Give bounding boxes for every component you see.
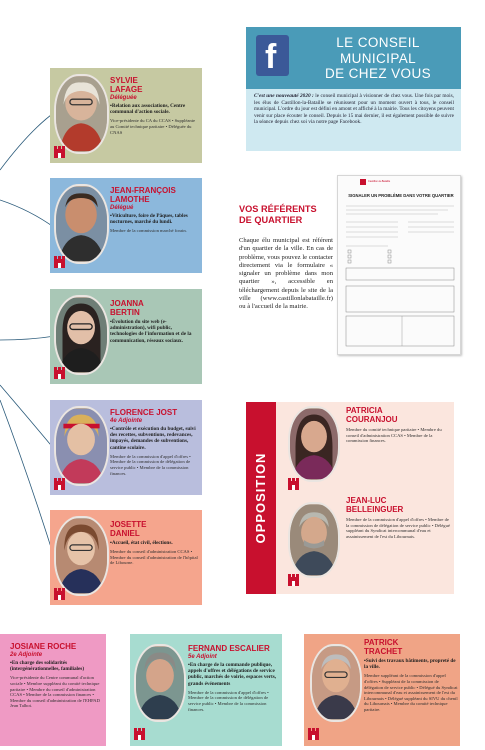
member-name: JOSETTE xyxy=(110,520,147,529)
member-info xyxy=(10,642,104,744)
member-responsibilities: ▪ Suivi des travaux bâtiments, propreté de la ville. xyxy=(364,658,458,670)
member-card-josette-daniel xyxy=(50,510,202,605)
member-card-jean-francois-lamothe xyxy=(50,178,202,273)
castle-logo-icon xyxy=(52,365,67,380)
member-card-josiane-roche xyxy=(0,634,106,746)
member-info xyxy=(110,520,200,604)
portrait-photo xyxy=(54,295,109,375)
member-name: DANIEL xyxy=(110,529,140,538)
member-card-patrick-trachet xyxy=(304,634,460,746)
castle-logo-icon xyxy=(52,586,67,601)
member-info xyxy=(110,76,200,162)
form-title: SIGNALER UN PROBLÈME DANS VOTRE QUARTIER xyxy=(348,193,454,198)
portrait-photo xyxy=(54,74,109,154)
member-name: FLORENCE JOST xyxy=(110,408,178,417)
member-mandates: Membre de la commission marché forain. xyxy=(110,228,187,234)
member-mandates: Membre de la commission d'appel d'offres • Membre de la commission de délégation de service public • Membre de la commission finances. xyxy=(188,689,269,712)
member-responsibilities: ▪ Évolution du site web (e-administration), wifi public, technologies de l'information et de la communication, réseaux sociaux. xyxy=(110,319,200,344)
facebook-logo-icon: f xyxy=(256,35,289,76)
form-lines xyxy=(338,176,462,356)
referents-text: Chaque élu municipal est référent d'un quartier de la ville. En cas de problème, vous pouvez le contacter directement via le formulaire « signaler un problème dans mon quartier », accessible en téléchargement depuis le site de la ville (www.castillonlabataille.fr) ou à l'accueil de la mairie. xyxy=(239,237,333,311)
member-role: Délégué xyxy=(110,205,134,211)
banner-text-body: le conseil municipal à visionner de chez vous. Une fois par mois, les élus de Castillon-la-Bataille se réunissent pour un moment ouvert à tous, le conseil municipal. L'ordre du jour est défini en amont et affiché à la mairie. Tous les citoyens peuvent venir sur place écouter le conseil. Depuis le 15 mai dernier, il est également possible de suivre la séance depuis chez soi via notre page Facebook. xyxy=(254,93,454,126)
facebook-council-banner xyxy=(246,27,461,151)
member-name: PATRICK xyxy=(364,638,399,647)
member-card-fernand-escalier xyxy=(130,634,282,746)
referents-title-line: DE QUARTIER xyxy=(239,215,303,225)
member-mandates: Vice-présidente du Centre communal d'action sociale • Membre suppléant du comité technique paritaire • Membre du conseil d'administration CCAS • Membre de la commission finances • Membre du conseil d'administration de l'EHPAD Jean Talbot. xyxy=(10,675,100,709)
member-mandates: Membre de la commission d'appel d'offres • Membre de la commission de délégation de service public • Délégué suppléant du Syndicat intercommunal d'eau et assainissement de l'est du Libournais. xyxy=(346,517,450,539)
banner-header xyxy=(246,27,461,89)
portrait-photo xyxy=(288,406,340,482)
member-info xyxy=(110,299,200,383)
member-role: 2e Adjointe xyxy=(10,652,43,658)
member-name: SYLVIE xyxy=(110,76,138,85)
member-role: 5e Adjoint xyxy=(188,654,217,660)
castle-logo-icon xyxy=(132,726,147,741)
member-responsibilities: ▪ Relation aux associations, Centre communal d'action sociale. xyxy=(110,103,200,115)
member-responsibilities: ▪ En charge des solidarités (intergénérationnelles, familiales) xyxy=(10,660,104,672)
member-mandates: Vice-présidente du CA du CCAS • Suppléante au Comité technique paritaire • Déléguée du CNAS xyxy=(110,118,196,135)
castle-logo-icon xyxy=(52,476,67,491)
member-responsibilities: ▪ En charge de la commande publique, appels d'offres et délégations de service public, marchés de voirie, espaces verts, grands événements xyxy=(188,662,280,687)
form-logo-text: Castillon-la-Bataille xyxy=(368,180,391,183)
banner-title-line: LE CONSEIL xyxy=(336,35,420,50)
banner-text xyxy=(254,93,454,126)
castle-logo-icon xyxy=(286,476,301,491)
referents-title xyxy=(239,204,339,226)
member-role: Déléguée xyxy=(110,95,137,101)
member-name: JOANNA xyxy=(110,299,144,308)
member-mandates: Membre du comité technique paritaire • Membre du conseil d'administration CCAS • Membre de la commission finances. xyxy=(346,427,442,444)
portrait-photo xyxy=(54,516,109,596)
castle-logo-icon xyxy=(306,726,321,741)
member-name: BERTIN xyxy=(110,308,140,317)
member-name: COURANJOU xyxy=(346,415,398,424)
member-name: FERNAND ESCALIER xyxy=(188,644,270,653)
member-card-jean-luc-belleinguer xyxy=(284,496,454,592)
member-responsibilities: ▪ Accueil, état civil, élections. xyxy=(110,540,200,546)
portrait-photo xyxy=(134,644,186,722)
member-info xyxy=(346,496,452,590)
portrait-photo xyxy=(54,184,109,264)
portrait-photo xyxy=(310,644,362,722)
member-responsibilities: ▪ Viticulture, foire de Pâques, tables nocturnes, marché du lundi. xyxy=(110,213,200,225)
opposition-label: OPPOSITION xyxy=(253,452,268,544)
member-name: PATRICIA xyxy=(346,406,383,415)
castle-logo-icon xyxy=(52,254,67,269)
member-info xyxy=(364,638,458,744)
member-info xyxy=(110,408,200,494)
member-card-joanna-bertin xyxy=(50,289,202,384)
member-name: TRACHET xyxy=(364,647,403,656)
member-name: JOSIANE ROCHE xyxy=(10,642,77,651)
portrait-photo xyxy=(54,406,109,486)
report-form-thumbnail[interactable] xyxy=(337,175,461,355)
member-mandates: Membre de la commission d'appel d'offres • Membre de la commission de délégation de service public • Membre de la commission finances. xyxy=(110,453,191,476)
member-card-florence-jost xyxy=(50,400,202,495)
banner-title-line: MUNICIPAL xyxy=(339,50,417,66)
portrait-photo xyxy=(288,502,340,578)
banner-text-lead: C'est une nouveauté 2020 : xyxy=(254,93,314,99)
member-info xyxy=(188,644,280,744)
member-info xyxy=(110,186,200,272)
banner-title xyxy=(298,35,458,82)
member-role: 4e Adjointe xyxy=(110,418,143,424)
castle-logo-icon xyxy=(52,144,67,159)
member-name: LAMOTHE xyxy=(110,195,150,204)
member-responsibilities: ▪ Contrôle et exécution du budget, suivi des recettes, subventions, redevances, impayés, demandes de subventions, cantine scolaire. xyxy=(110,426,200,451)
member-card-sylvie-lafage xyxy=(50,68,202,163)
member-card-patricia-couranjou xyxy=(284,404,454,496)
referents-title-line: VOS RÉFÉRENTS xyxy=(239,204,317,214)
member-info xyxy=(346,406,452,492)
opposition-band xyxy=(246,402,276,594)
member-mandates: Membre suppléant de la commission d'appel d'offres • Suppléant de la commission de délégation de service public • Délégué du Syndicat intercommunal d'eau et assainissement de l'est du Libournais • Délégué suppléant du SIVU du chenil du Libournais • Membre du comité technique paritaire. xyxy=(364,673,458,712)
member-name: LAFAGE xyxy=(110,85,143,94)
member-name: BELLEINGUER xyxy=(346,505,404,514)
banner-title-line: DE CHEZ VOUS xyxy=(324,66,432,81)
castle-logo-icon xyxy=(286,572,301,587)
member-name: JEAN-LUC xyxy=(346,496,387,505)
member-name: JEAN-FRANÇOIS xyxy=(110,186,176,195)
member-mandates: Membre du conseil d'administration CCAS • Membre du conseil d'administration de l'hôpital de Libourne. xyxy=(110,549,198,566)
